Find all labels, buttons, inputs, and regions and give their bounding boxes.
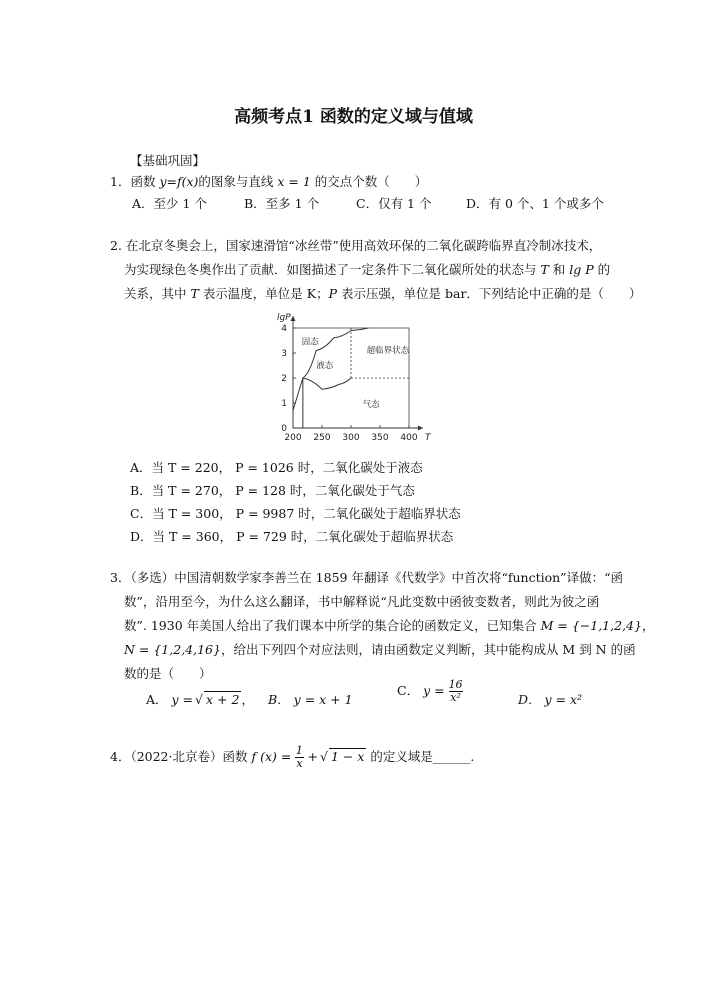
y-tick-label: 3 (281, 349, 287, 359)
y-tick-label: 2 (281, 374, 287, 384)
question-3-option-b: B． y = x + 1 (268, 692, 353, 707)
question-4-source: （2022·北京卷）函数 (130, 749, 252, 765)
question-2-text-2a: 为实现绿色冬奥作出了贡献．如图描述了一定条件下二氧化碳所处的状态与 (124, 262, 541, 277)
question-1-option-b: B．至多 1 个 (244, 196, 320, 211)
question-2-line-3 (124, 284, 641, 302)
region-label: 超临界状态 (366, 346, 410, 356)
option-a-radicand: x + 2 (206, 692, 240, 707)
phase-boundary-curve-3 (303, 378, 351, 389)
question-3-number: 3． (110, 570, 131, 585)
question-4-function: f (x) = (251, 749, 292, 765)
question-1-option-c: C．仅有 1 个 (356, 196, 432, 211)
x-tick-label: 300 (342, 433, 360, 443)
question-4-plus: + (307, 749, 318, 765)
question-1-text-a: 函数 (130, 174, 160, 189)
question-3-option-c (397, 679, 463, 704)
question-1-text-c: 的交点个数（ ） (310, 174, 428, 189)
question-4-fraction (295, 745, 303, 770)
question-1-number: 1． (110, 174, 131, 189)
region-label: 固态 (301, 337, 319, 348)
y-tick-label: 4 (281, 324, 287, 334)
question-2-option-a: A．当 T = 220， P = 1026 时，二氧化碳处于液态 (130, 460, 423, 475)
region-label: 气态 (362, 399, 380, 410)
question-3-line-2: 数”，沿用至今，为什么这么翻译，书中解释说“凡此变数中函彼变数者，则此为彼之函 (124, 594, 600, 609)
question-4-radicand: 1 − x (330, 749, 365, 765)
option-c-denominator: x² (450, 691, 461, 705)
question-4: 4．（2022·北京卷）函数 f (x) = $\frac{1}{x}$ + √ 1 − x 的定义域是______. (110, 744, 475, 771)
question-1-function: y=f(x) (159, 174, 199, 189)
question-1-text-b: 的图象与直线 (198, 174, 278, 189)
question-4-number: 4． (110, 749, 131, 765)
question-3-text-3b: ， (641, 618, 655, 633)
question-3-text-1: （多选）中国清朝数学家李善兰在 1859 年翻译《代数学》中首次将“function”译做：“函 (130, 570, 623, 585)
question-3-text-3a: 数”. 1930 年美国人给出了我们课本中所学的集合论的函数定义，已知集合 (124, 618, 541, 633)
question-2-var-p: P (328, 286, 338, 301)
region-label: 液态 (316, 361, 334, 371)
question-2-option-b: B．当 T = 270， P = 128 时，二氧化碳处于气态 (130, 483, 415, 498)
option-c-label: C． (397, 683, 420, 699)
question-2-text-2b: 和 (548, 262, 570, 277)
question-3-set-n: N = {1,2,4,16} (124, 642, 221, 657)
question-2-text-3a: 关系，其中 (124, 286, 191, 301)
y-axis-arrow (291, 316, 296, 321)
question-4-denominator: x (296, 757, 303, 771)
option-a-comma: ， (241, 692, 254, 707)
x-axis-label: T (425, 433, 431, 443)
option-a-lhs: y = (171, 692, 194, 707)
option-c-fraction (449, 679, 463, 704)
question-4-tail: 的定义域是______. (366, 749, 475, 765)
question-2-var-t: T (540, 262, 549, 277)
question-3-line-1 (110, 568, 623, 586)
question-3-line-3 (124, 616, 654, 634)
question-2-text-1: 在北京冬奥会上，国家速滑馆“冰丝带”使用高效环保的二氧化碳跨临界直冷制冰技术， (125, 238, 602, 253)
y-axis-label: lgP (277, 313, 291, 323)
question-2-text-3c: 表示压强，单位是 bar．下列结论中正确的是（ ） (337, 286, 642, 301)
question-2-option-d: D．当 T = 360， P = 729 时，二氧化碳处于超临界状态 (130, 529, 454, 544)
question-2-text-3b: 表示温度，单位是 K； (198, 286, 329, 301)
question-3-option-a: A． y = √ x + 2 ， (146, 692, 254, 707)
y-tick-label: 1 (281, 399, 287, 409)
question-2-var-t-2: T (190, 286, 199, 301)
question-2-var-lgp: lg P (569, 262, 594, 277)
question-2-number: 2. (110, 238, 122, 253)
y-tick-label: 0 (281, 424, 287, 434)
x-tick-label: 350 (371, 433, 389, 443)
section-label: 【基础巩固】 (130, 153, 206, 168)
x-axis-arrow (418, 426, 423, 431)
option-c-numerator: 16 (448, 678, 463, 691)
question-4-numerator: 1 (295, 744, 303, 757)
question-2-option-c: C．当 T = 300， P = 9987 时，二氧化碳处于超临界状态 (130, 506, 461, 521)
question-1-line: x = 1 (277, 174, 311, 189)
question-2-text-2c: 的 (593, 262, 611, 277)
question-1-option-d: D．有 0 个、1 个或多个 (466, 196, 604, 211)
phase-boundary-curve-2 (293, 378, 303, 411)
phase-diagram-chart (270, 308, 442, 448)
x-tick-label: 200 (284, 433, 302, 443)
question-1-option-a: A．至少 1 个 (132, 196, 207, 211)
option-a-label: A． (146, 692, 168, 707)
option-c-lhs: y = (423, 683, 445, 699)
x-tick-label: 400 (400, 433, 418, 443)
question-2-line-2 (124, 260, 610, 278)
question-3-line-5: 数的是（ ） (124, 666, 212, 681)
question-3-option-d: D． y = x² (518, 692, 583, 707)
x-tick-label: 250 (313, 433, 331, 443)
page-title: 高频考点1 函数的定义域与值域 (234, 107, 473, 127)
question-3-text-4: ，给出下列四个对应法则，请由函数定义判断，其中能构成从 M 到 N 的函 (220, 642, 636, 657)
question-2-line-1 (110, 236, 601, 254)
question-3-set-m: M = {−1,1,2,4} (540, 618, 642, 633)
question-3-line-4 (124, 640, 636, 658)
question-1-stem (110, 172, 427, 190)
